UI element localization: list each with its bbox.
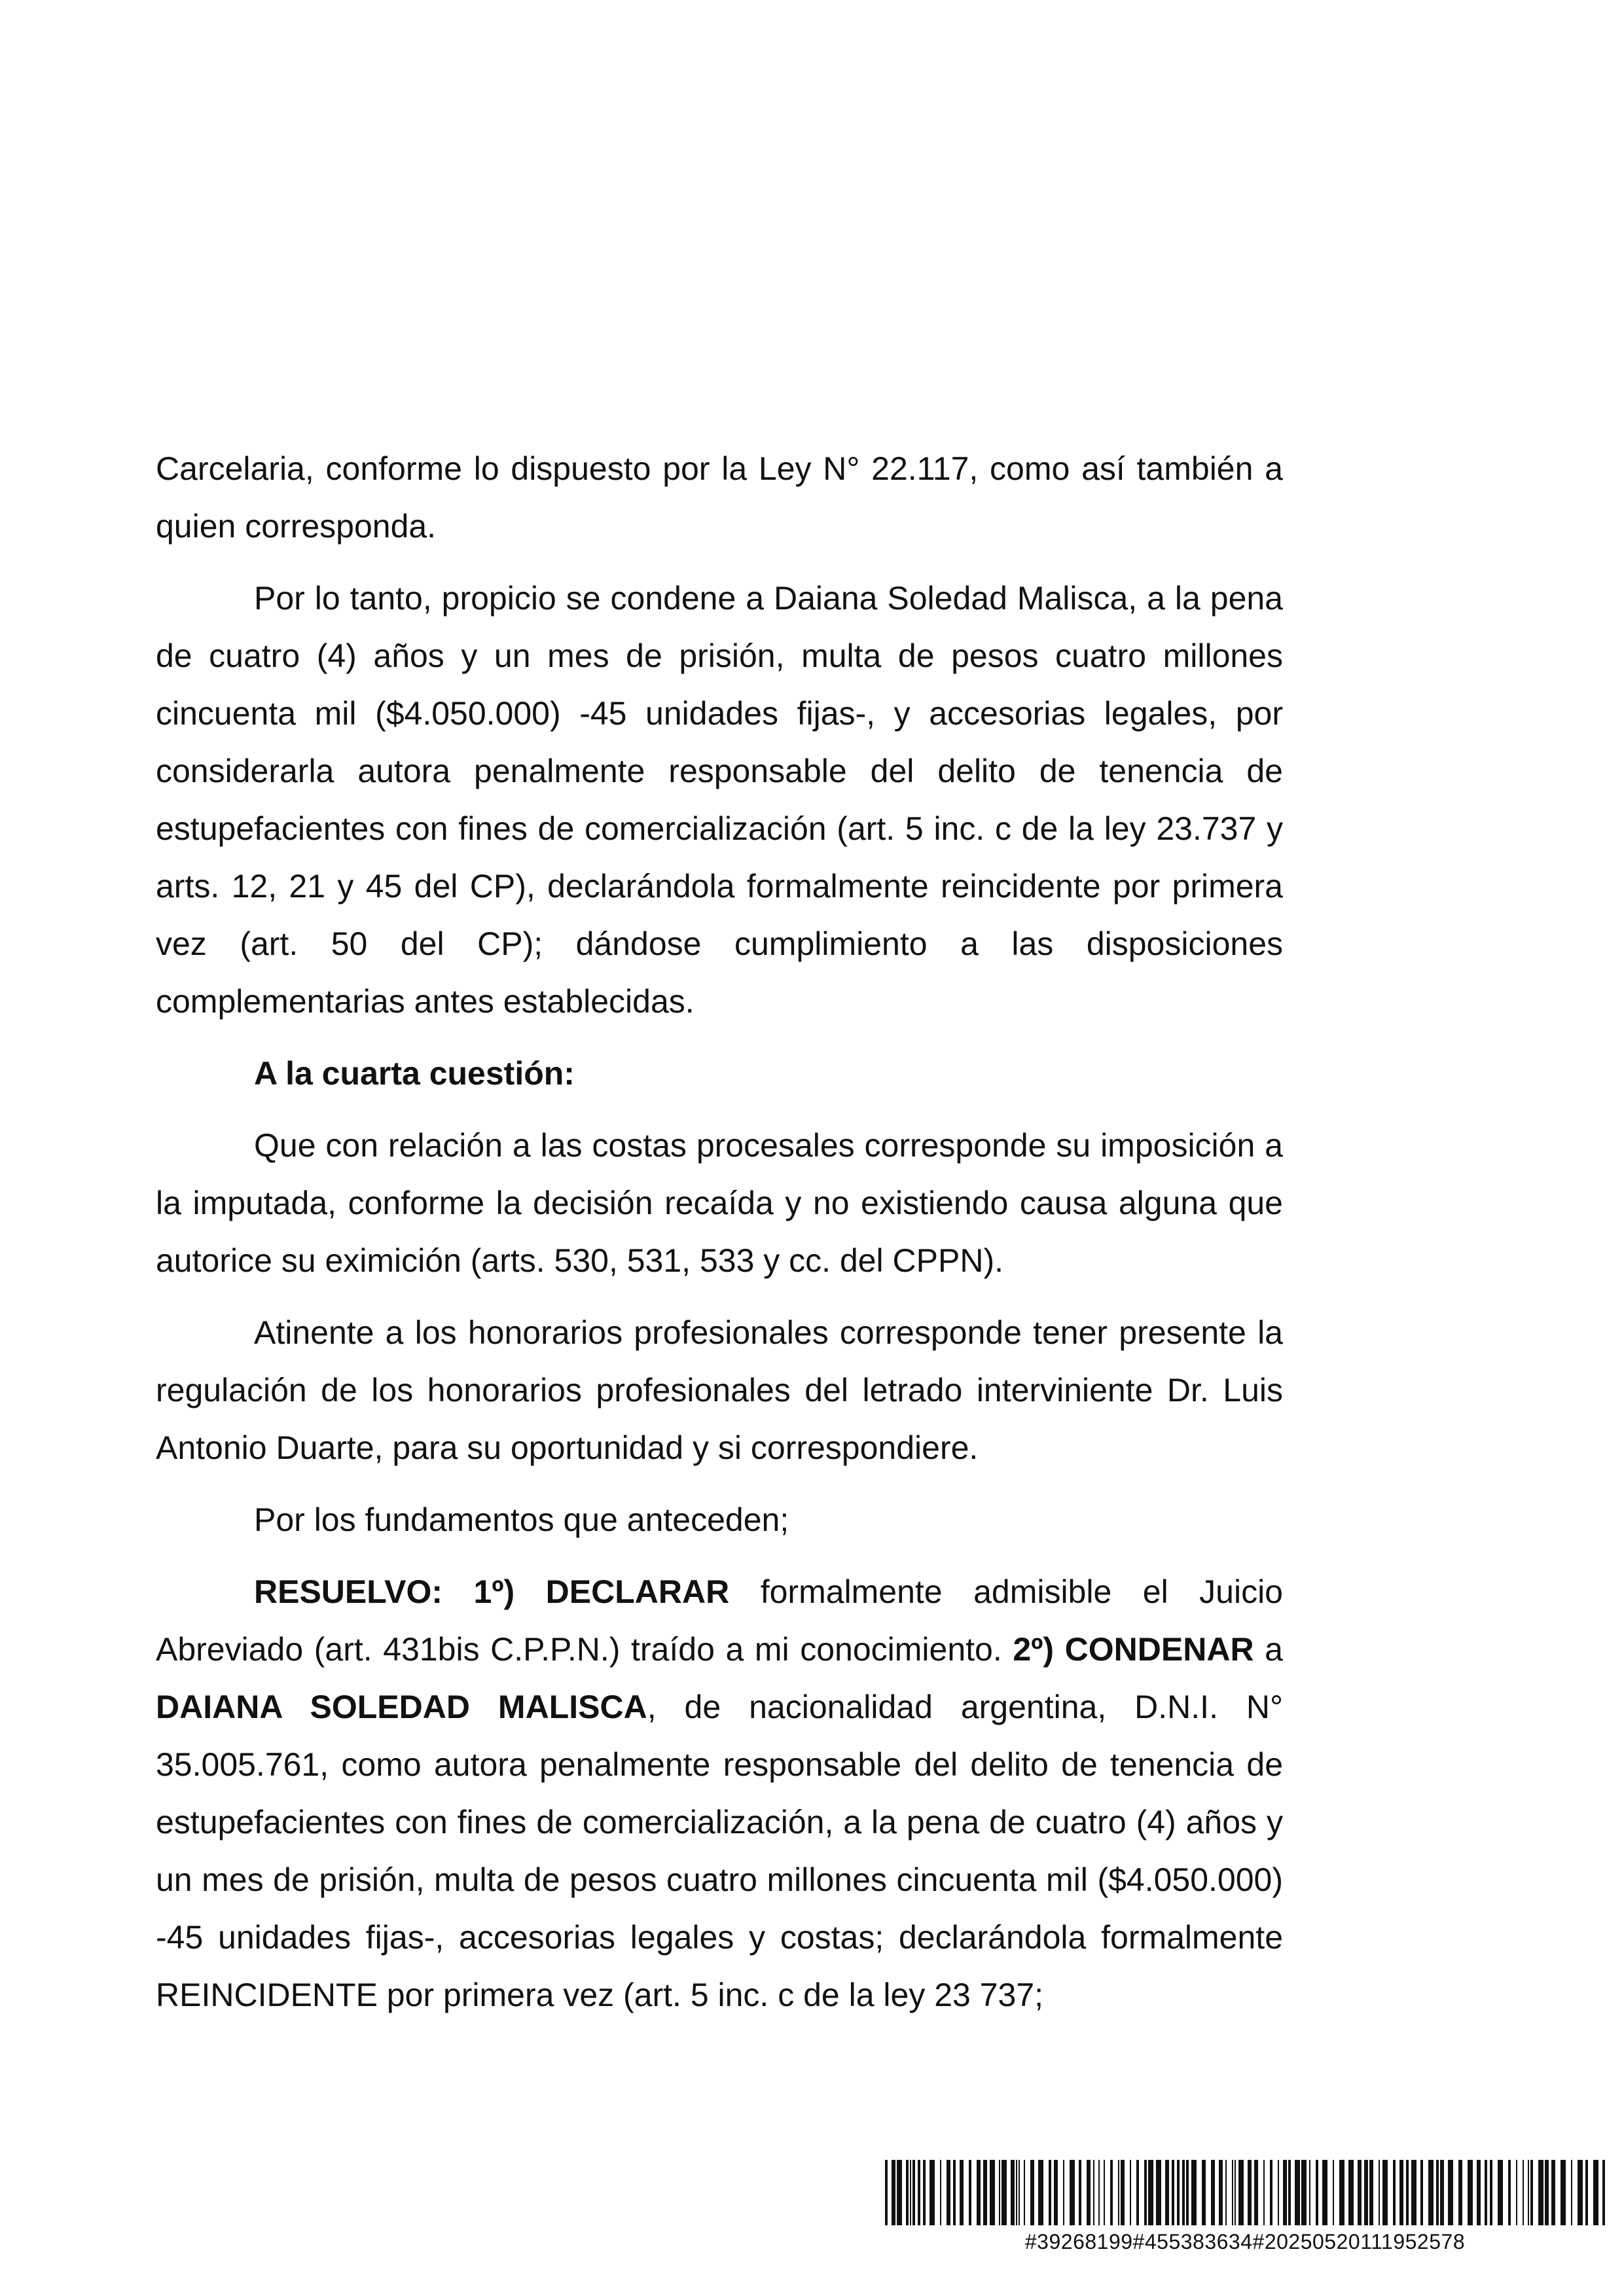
paragraph-honorarios: Atinente a los honorarios profesionales corresponde tener presente la regulación de los honorarios profesionales del letrado interviniente Dr. Luis Antonio Duarte, para su oportunidad y si correspondiere. — [156, 1314, 1283, 1466]
resuelvo-item2-name: DAIANA SOLEDAD MALISCA — [156, 1689, 647, 1725]
resuelvo-item2-pre: a — [1265, 1631, 1283, 1668]
paragraph-resuelvo — [156, 1563, 1283, 2024]
paragraph-costas: Que con relación a las costas procesales corresponde su imposición a la imputada, conforme la decisión recaída y no existiendo causa alguna que autorice su eximición (arts. 530, 531, 533 y cc. del CPPN). — [156, 1127, 1283, 1279]
paragraph-fundamentos: Por los fundamentos que anteceden; — [254, 1501, 789, 1538]
barcode-code: #39268199#455383634#20250520111952578 — [1024, 2230, 1466, 2253]
resuelvo-label: RESUELVO: — [254, 1573, 442, 1610]
resuelvo-item2-label: 2º) CONDENAR — [1013, 1631, 1254, 1668]
document-body — [156, 440, 1283, 2038]
resuelvo-item1-text: formalmente admisible el Juicio Abreviado (art. 431bis C.P.P.N.) traído a mi conocimiento. — [156, 1573, 1283, 1668]
paragraph-carcelaria: Carcelaria, conforme lo dispuesto por la Ley N° 22.117, como así también a quien corresponda. — [156, 450, 1283, 545]
heading-cuarta-cuestion: A la cuarta cuestión: — [254, 1055, 575, 1092]
resuelvo-item1-label: 1º) DECLARAR — [473, 1573, 730, 1610]
barcode-graphic — [885, 2160, 1605, 2225]
resuelvo-item2-text: , de nacionalidad argentina, D.N.I. N° 35.005.761, como autora penalmente responsable del delito de tenencia de estupefacientes con fines de comercialización, a la pena de cuatro (4) años y un mes de prisión, multa de pesos cuatro millones cincuenta mil ($4.050.000) -45 unidades fijas-, accesorias legales y costas; declarándola formalmente REINCIDENTE por primera vez (art. 5 inc. c de la ley 23 737; — [156, 1689, 1284, 2013]
paragraph-propicio-condena: Por lo tanto, propicio se condene a Daiana Soledad Malisca, a la pena de cuatro (4) años y un mes de prisión, multa de pesos cuatro millones cincuenta mil ($4.050.000) -45 unidades fijas-, y accesorias legales, por considerarla autora penalmente responsable del delito de tenencia de estupefacientes con fines de comercialización (art. 5 inc. c de la ley 23.737 y arts. 12, 21 y 45 del CP), declarándola formalmente reincidente por primera vez (art. 50 del CP); dándose cumplimiento a las disposiciones complementarias antes establecidas. — [156, 580, 1283, 1020]
